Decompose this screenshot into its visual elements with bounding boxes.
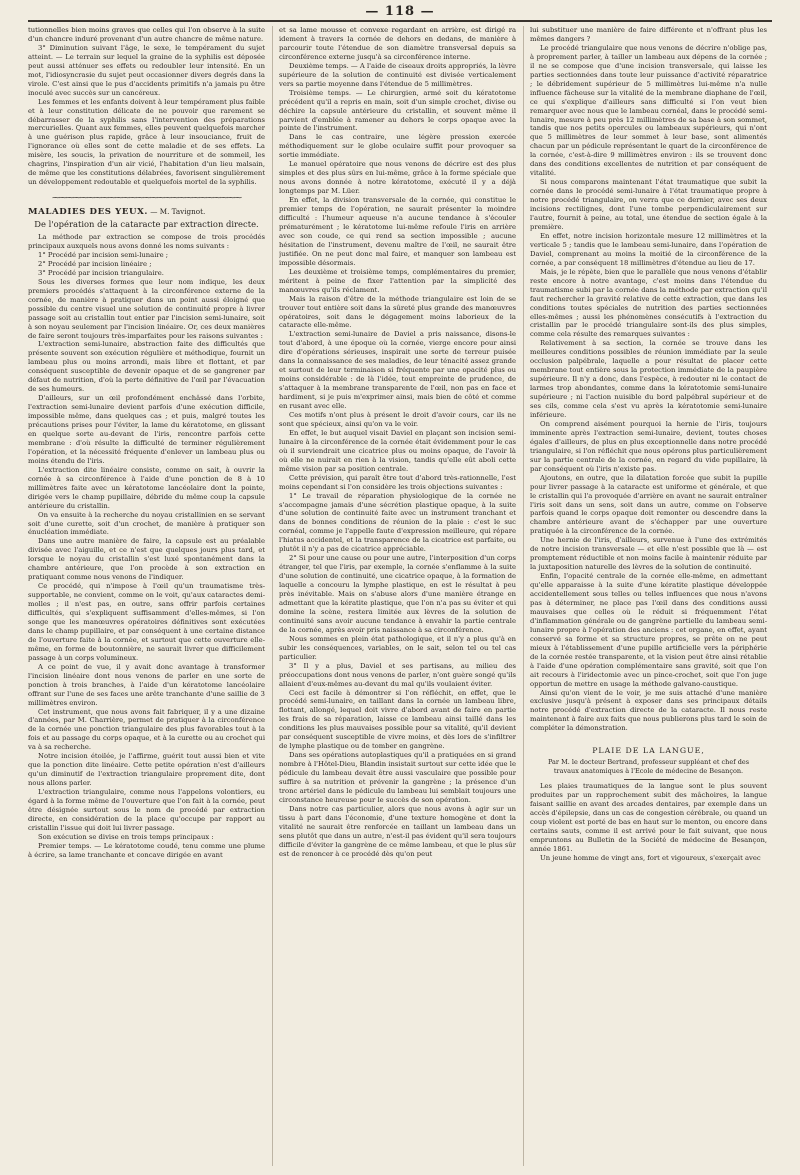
paragraph: Ajoutons, en outre, que la dilatation forcée que subit la pupille pour livrer passage à la cataracte est uniforme et générale, et que le cristallin qui l'a provoquée d'arrière en avant ne saurait entraîner l'iris soit dans un sens, soit dans un autre, comme on l'observe parfois quand le corps opaque doit remonter ou descendre dans la chambre antérieure avant de s'échapper par une ouverture pratiquée à la circonférence de la cornée.	[530, 473, 767, 536]
short-divider	[624, 779, 674, 780]
section-title: PLAIE DE LA LANGUE,	[592, 746, 705, 756]
paragraph: L'extraction triangulaire, comme nous l'appelons volontiers, eu égard à la forme même de l'ouverture que l'on fait à la cornée, peut être désignée surtout sous le nom de procédé par extraction directe, en considération de la place qu'occupe par rapport au cristallin l'issue qui doit lui livrer passage.	[28, 788, 265, 832]
paragraph: L'extraction semi-lunaire de Daviel a pris naissance, disons-le tout d'abord, à une époque où la cornée, vierge encore pour ainsi dire d'opérations sérieuses, inspirait une sorte de terreur puisée dans la connaissance de ses maladies, de leur ténacité assez grande et surtout de leur terminaison si fréquente par une opacité plus ou moins considérable : de là l'idée, tout empreinte de prudence, de s'attaquer à la membrane transparente de l'œil, non pas en face et hardiment, si je puis m'exprimer ainsi, mais bien de côté et comme en rusant avec elle.	[279, 330, 516, 411]
list-item: 3° Procédé par incision triangulaire.	[38, 268, 164, 277]
paragraph: En effet, le but auquel visait Daviel en plaçant son incision semi-lunaire à la circonférence de la cornée était évidemment pour le cas où il surviendrait une cicatrice plus ou moins opaque, de l'avoir là où elle ne nuirait en rien à la vision, tandis qu'elle eût aboli cette même vision par sa position centrale.	[279, 428, 516, 473]
paragraph: 2° Si pour une cause ou pour une autre, l'interposition d'un corps étranger, tel que l'iris, par exemple, la cornée s'enflamme à la suite d'une solution de continuité, une cicatrice opaque, à la formation de laquelle a concouru la lymphe plastique, en est le résultat à peu près inévitable. Mais on s'abuse alors d'une manière étrange en admettant que la kératite plastique, que l'on n'a pas su éviter et qui domine la scène, restera limitée aux lèvres de la solution de continuité sans avoir aucune tendance à envahir la partie centrale de la cornée, après avoir pris naissance à sa circonférence.	[279, 554, 516, 634]
paragraph: Si nous comparons maintenant l'état traumatique que subit la cornée dans le procédé semi-lunaire à l'état traumatique propre à notre procédé triangulaire, on verra que ce dernier, avec ses deux incisions rectilignes, dont l'une tombe perpendiculairement sur l'autre, fournit à peine, au total, une étendue de section égale à la première.	[530, 178, 767, 231]
paragraph: tutionnelles bien moins graves que celles qui l'on observe à la suite d'un chancre induré provenant d'un autre chancre de même nature.	[28, 26, 265, 43]
paragraph: Troisième temps. — Le chirurgien, armé soit du kératotome précédent qu'il a repris en main, soit d'un simple crochet, divise ou déchire la capsule antérieure du cristallin, et souvent même il parvient d'emblée à ramener au dehors le corps opaque avec la pointe de l'instrument.	[279, 88, 516, 133]
paragraph: Premier temps. — Le kératotome coudé, tenu comme une plume à écrire, sa lame tranchante et concave dirigée en avant	[28, 841, 265, 859]
paragraph: Ainsi qu'on vient de le voir, je me suis attaché d'une manière exclusive jusqu'à présent à exposer dans ses principaux détails notre procédé d'extraction directe de la cataracte. Il nous reste maintenant à faire aux faits que nous publierons plus tard le soin de compléter la démonstration.	[530, 688, 767, 733]
paragraph: 3° Il y a plus, Daviel et ses partisans, au milieu des préoccupations dont nous venons de parler, n'ont guère songé qu'ils allaient d'eux-mêmes au-devant du mal qu'ils voulaient éviter.	[279, 661, 516, 688]
paragraph: Notre incision étoilée, je l'affirme, guérit tout aussi bien et vite que la ponction dite linéaire. Cette petite opération n'est d'ailleurs qu'un diminutif de l'extraction triangulaire proprement dite, dont nous allons parler.	[28, 752, 265, 788]
paragraph: A ce point de vue, il y avait donc avantage à transformer l'incision linéaire dont nous venons de parler en une sorte de ponction à trois branches, à l'aide d'un kératotome lancéolaire offrant sur l'une de ses faces une arête tranchante d'une saillie de 3 millimètres environ.	[28, 662, 265, 707]
paragraph: Dans le cas contraire, une légère pression exercée méthodiquement sur le globe oculaire suffit pour provoquer sa sortie immédiate.	[279, 133, 516, 160]
paragraph: Enfin, l'opacité centrale de la cornée elle-même, en admettant qu'elle apparaisse à la suite d'une kératite plastique développée accidentellement sous telles ou telles influences que nous n'avons pas à déterminer, ne place pas l'œil dans des conditions aussi mauvaises que celles où le réduit si fréquemment l'état d'inflammation générale ou de gangrène partielle du lambeau semi-lunaire propre à l'opération des anciens : cet organe, en effet, ayant conservé sa forme et sa structure propres, se prête on ne peut mieux à l'établissement d'une pupille artificielle vers la périphérie de la cornée restée transparente, et la vision peut être ainsi rétablie à l'aide d'une opération complémentaire sans gravité, soit que l'on ait recours à l'iridectomie avec un pince-crochet, soit que l'on juge opportun de mettre en usage la méthode galvano-caustique.	[530, 572, 767, 688]
paragraph: et sa lame mousse et convexe regardant en arrière, est dirigé ra idement à travers la cornée de dehors en dedans, de manière à parcourir toute l'étendue de son diamètre transversal depuis sa circonférence externe jusqu'à sa circonférence interne.	[279, 26, 516, 61]
paragraph: Son exécution se divise en trois temps principaux :	[38, 832, 214, 841]
article-byline: Par M. le docteur Bertrand, professeur suppléant et chef des travaux anatomiques à l'Ecole de médecine de Besançon.	[547, 758, 750, 775]
header-rule	[28, 20, 772, 22]
paragraph: Dans notre cas particulier, alors que nous avons à agir sur un tissu à part dans l'économie, d'une texture homogène et dont la vitalité ne saurait être renforcée en taillant un lambeau dans un sens plutôt que dans un autre, n'est-il pas évident qu'il sera toujours difficile d'éviter la gangrène de ce même lambeau, et que le plus sûr est de renoncer à ce procédé dès qu'on peut	[279, 804, 516, 858]
paragraph: Sous les diverses formes que leur nom indique, les deux premiers procédés s'attaquent à la circonférence externe de la cornée, de manière à pratiquer dans un point aussi éloigné que possible du centre visuel une solution de continuité propre à livrer passage soit au cristallin tout entier par l'incision semi-lunaire, soit à son noyau seulement par l'incision linéaire. Or, ces deux manières de faire seront toujours très-imparfaites pour les raisons suivantes :	[28, 277, 265, 340]
paragraph: Dans ses opérations autoplastiques qu'il a pratiquées en si grand nombre à l'Hôtel-Dieu, Blandin insistait surtout sur cette idée que le pédicule du lambeau devait être aussi vasculaire que possible pour suffire à sa nutrition et prévenir la gangrène ; la présence d'un tronc artériel dans le pédicule du lambeau lui semblait toujours une circonstance heureuse pour le succès de son opération.	[279, 751, 516, 804]
paragraph: En effet, la division transversale de la cornée, qui constitue le premier temps de l'opération, ne saurait présenter la moindre difficulté : l'humeur aqueuse n'a aucune tendance à s'écouler prématurément ; le kératotome lui-même refoule l'iris en arrière avec son coude, ce qui rend sa section impossible ; aucune hésitation de l'instrument, devenu maître de l'œil, ne saurait être justifiée. On ne peut donc mal faire, et manquer son lambeau est impossible désormais.	[279, 196, 516, 267]
list-item: 2° Procédé par incision linéaire ;	[38, 259, 152, 268]
ornament-divider: ⁓⁓⁓⁓⁓⁓⁓⁓⁓⁓⁓⁓⁓⁓⁓⁓⁓⁓⁓⁓⁓⁓⁓⁓⁓⁓⁓	[52, 193, 241, 203]
paragraph: Le manuel opératoire que nous venons de décrire est des plus simples et des plus sûrs en lui-même, grâce à la forme spéciale que nous avons donnée à notre kératotome, exécuté il y a déjà longtemps par M. Lüer.	[279, 160, 516, 196]
paragraph: D'ailleurs, sur un œil profondément enchâssé dans l'orbite, l'extraction semi-lunaire devient parfois d'une exécution difficile, impossible même, dans quelques cas ; et puis, malgré toutes les précautions prises pour l'éviter, la lame du kératotome, en glissant en quelque sorte au-devant de l'iris, rencontre parfois cette membrane : d'où résulte la difficulté de terminer régulièrement l'opération, et la nécessité fréquente d'enlever un lambeau plus ou moins étendu de l'iris.	[28, 394, 265, 465]
paragraph: Mais, je le répète, bien que le parallèle que nous venons d'établir reste encore à notre avantage, c'est moins dans l'étendue du traumatisme subi par la cornée dans la méthode par extraction qu'il faut rechercher la gravité relative de cette extraction, que dans les conditions toutes spéciales de nutrition des parties sectionnées elles-mêmes ; aussi les phénomènes consécutifs à l'extraction du cristallin par le procédé triangulaire sont-ils des plus simples, comme cela résulte des remarques suivantes :	[530, 267, 767, 339]
paragraph: L'extraction semi-lunaire, abstraction faite des difficultés que présente souvent son exécution régulière et méthodique, fournit un lambeau plus ou moins arrondi, mais libre et flottant, et par conséquent susceptible de devenir opaque et de se gangrener par défaut de nutrition, d'où la perte définitive de l'œil par l'évacuation de ses humeurs.	[28, 340, 265, 394]
paragraph: Nous sommes en plein état pathologique, et il n'y a plus qu'à en subir les conséquences, variables, on le sait, selon tel ou tel cas particulier.	[279, 634, 516, 661]
column-divider	[523, 26, 524, 1166]
column-divider	[272, 26, 273, 1166]
paragraph: Ceci est facile à démontrer si l'on réfléchit, en effet, que le procédé semi-lunaire, en taillant dans la cornée un lambeau libre, flottant, allongé, lequel doit vivre d'abord avant de faire en partie les frais de sa réparation, laisse ce lambeau ainsi taillé dans les conditions les plus mauvaises possible pour sa vitalité, qu'il devient par conséquent susceptible de vivre moins, et dès lors de s'infiltrer de lymphe plastique ou de tomber en gangrène.	[279, 688, 516, 751]
paragraph: Un jeune homme de vingt ans, fort et vigoureux, s'exerçait avec	[540, 853, 761, 862]
column-2	[279, 26, 516, 1166]
paragraph: Ce procédé, qui n'impose à l'œil qu'un traumatisme très-supportable, ne convient, comme on le voit, qu'aux cataractes demi-molles ; il n'est pas, en outre, sans offrir parfois certaines difficultés, qui s'expliquent suffisamment d'elles-mêmes, si l'on songe que les manœuvres opératoires définitives sont exécutées dans le champ pupillaire, et par conséquent à une certaine distance de l'ouverture faite à la cornée, et surtout que cette ouverture elle-même, en forme de boutonnière, ne saurait livrer que difficilement passage à un corps volumineux.	[28, 582, 265, 662]
paragraph: Relativement à sa section, la cornée se trouve dans les meilleures conditions possibles de réunion immédiate par la seule occlusion palpébrale, laquelle a pour résultat de placer cette membrane tout entière sous la protection immédiate de la paupière supérieure. Il n'y a donc, dans l'espèce, à redouter ni le contact de larmes trop abondantes, comme dans la kératotomie semi-lunaire supérieure ; ni l'action nuisible du bord palpébral supérieur et de ses cils, comme cela s'est vu après la kératotomie semi-lunaire inférieure.	[530, 339, 767, 419]
column-3	[530, 26, 767, 1166]
paragraph: Cette prévision, qui paraît être tout d'abord très-rationnelle, l'est moins cependant si l'on considère les trois objections suivantes :	[279, 473, 516, 491]
paragraph: Cet instrument, que nous avons fait fabriquer, il y a une dizaine d'années, par M. Charrière, permet de pratiquer à la circonférence de la cornée une ponction triangulaire des plus favorables tout à la fois et au passage du corps opaque, et à la curette ou au crochet qui va à sa recherche.	[28, 707, 265, 752]
paragraph: L'extraction dite linéaire consiste, comme on sait, à ouvrir la cornée à sa circonférence à l'aide d'une ponction de 8 à 10 millimètres faite avec un kératotome lancéolaire dont la pointe, dirigée vers le champ pupillaire, débride du même coup la capsule antérieure du cristallin.	[28, 465, 265, 510]
page-number: — 118 —	[365, 4, 435, 19]
paragraph: 1° Le travail de réparation physiologique de la cornée ne s'accompagne jamais d'une sécrétion plastique opaque, à la suite d'une solution de continuité faite avec un instrument tranchant et dans de bonnes conditions de réunion de la plaie : c'est le suc cornéal, comme je l'appelle faute d'expression meilleure, qui répare l'hiatus accidentel, et la transparence de la cicatrice est parfaite, ou plutôt il n'y a pas de cicatrice appréciable.	[279, 491, 516, 554]
paragraph: Deuxième temps. — A l'aide de ciseaux droits appropriés, la lèvre supérieure de la solution de continuité est divisée verticalement vers sa partie moyenne dans l'étendue de 5 millimètres.	[279, 61, 516, 88]
paragraph: En effet, notre incision horizontale mesure 12 millimètres et la verticale 5 ; tandis que le lambeau semi-lunaire, dans l'opération de Daviel, comprenant au moins la moitié de la circonférence de la cornée, a par conséquent 18 millimètres d'étendue au lieu de 17.	[530, 231, 767, 267]
article-subheading: De l'opération de la cataracte par extraction directe.	[34, 219, 259, 230]
paragraph: Une hernie de l'iris, d'ailleurs, survenue à l'une des extrémités de notre incision transversale — et elle n'est possible que là — est promptement réductible et non moins facile à maintenir réduite par la juxtaposition naturelle des lèvres de la solution de continuité.	[530, 536, 767, 572]
paragraph: Les femmes et les enfants doivent à leur tempérament plus faible et à leur constitution délicate de ne pouvoir que rarement se débarrasser de la syphilis sans l'intervention des préparations mercurielles. Quant aux femmes, elles peuvent quelquefois marcher à une guérison plus rapide, grâce à leur insouciance, fruit de l'ignorance où elles sont de cette maladie et de ses effets. La misère, les soucis, la privation de nourriture et de sommeil, les chagrins, l'inspiration d'un air vicié, l'habitation d'un lieu malsain, de même que les constitutions délabrées, favorisent singulièrement un développement redoutable et quelquefois mortel de la syphilis.	[28, 97, 265, 187]
list-item: 1° Procédé par incision semi-lunaire ;	[38, 250, 169, 259]
paragraph: Les deuxième et troisième temps, complémentaires du premier, méritent à peine de fixer l'attention par la simplicité des manœuvres qu'ils réclament.	[279, 267, 516, 294]
paragraph: On comprend aisément pourquoi la hernie de l'iris, toujours imminente après l'extraction semi-lunaire, devient, toutes choses égales d'ailleurs, de plus en plus exceptionnelle dans notre procédé triangulaire, si l'on réfléchit que nous opérons plus particulièrement sur la partie centrale de la cornée, en regard du vide pupillaire, là par conséquent où l'iris n'existe pas.	[530, 419, 767, 473]
paragraph: On va ensuite à la recherche du noyau cristallinien en se servant soit d'une curette, soit d'un crochet, de manière à pratiquer son énucléation immédiate.	[28, 510, 265, 537]
section-author: — M. Tavignot.	[147, 207, 206, 217]
paragraph: La méthode par extraction se compose de trois procédés principaux auxquels nous avons donné les noms suivants :	[28, 233, 265, 250]
paragraph: Ces motifs n'ont plus à présent le droit d'avoir cours, car ils ne sont que spécieux, ainsi qu'on va le voir.	[279, 410, 516, 428]
paragraph: Le procédé triangulaire que nous venons de décrire n'oblige pas, à proprement parler, à tailler un lambeau aux dépens de la cornée ; il ne se compose que d'une incision transversale, qui laisse les parties sectionnées dans toute leur puissance d'activité réparatrice ; le débridement supérieur de 5 millimètres lui-même n'a nulle influence fâcheuse sur la vitalité de la membrane diaphane de l'œil, ce qui s'explique d'ailleurs sans difficulté si l'on veut bien remarquer avec nous que le lambeau cornéal, dans le procédé semi-lunaire, mesure à peu près 12 millimètres de sa base à son sommet, tandis que nos petits opercules ou lambeaux supérieurs, qui n'ont que 5 millimètres de leur sommet à leur base, sont alimentés chacun par un pédicule représentant le quart de la circonférence de la cornée, c'est-à-dire 9 millimètres environ : ils se trouvent donc dans des conditions excellentes de nutrition et par conséquent de vitalité.	[530, 43, 767, 178]
column-1	[28, 26, 265, 1166]
paragraph: Les plaies traumatiques de la langue sont le plus souvent produites par un rapprochement subit des mâchoires, la langue faisant saillie en avant des arcades dentaires, par exemple dans un accès d'épilepsie, dans un cas de congestion cérébrale, ou quand un coup violent est porté de bas en haut sur le menton, ou encore dans certains sauts, comme il est arrivé pour le fait suivant, que nous empruntons au Bulletin de la Société de médecine de Besançon, année 1861.	[530, 782, 767, 853]
paragraph: 3° Diminution suivant l'âge, le sexe, le tempérament du sujet atteint. — Le terrain sur lequel la graine de la syphilis est déposée peut aussi atténuer ses effets ou redoubler leur intensité. En un mot, l'idiosyncrasie du sujet peut occasionner divers degrés dans la virole. C'est ainsi que le pus d'accidents primitifs n'a jamais pu être inoculé avec succès sur un cancéreux.	[28, 43, 265, 97]
paragraph: Dans une autre manière de faire, la capsule est au préalable divisée avec l'aiguille, et ce n'est que quelques jours plus tard, et lorsque le noyau du cristallin s'est luxé spontanément dans la chambre antérieure, que l'on procède à son extraction en pratiquant comme nous venons de l'indiquer.	[28, 537, 265, 582]
paragraph: lui substituer une manière de faire différente et n'offrant plus les mêmes dangers ?	[530, 26, 767, 43]
section-heading	[28, 208, 265, 217]
section-title: MALADIES DES YEUX.	[28, 207, 148, 218]
paragraph: Mais la raison d'être de la méthode triangulaire est loin de se trouver tout entière soit dans la sûreté plus grande des manœuvres opératoires, soit dans le dégagement moins laborieux de la cataracte elle-même.	[279, 294, 516, 330]
